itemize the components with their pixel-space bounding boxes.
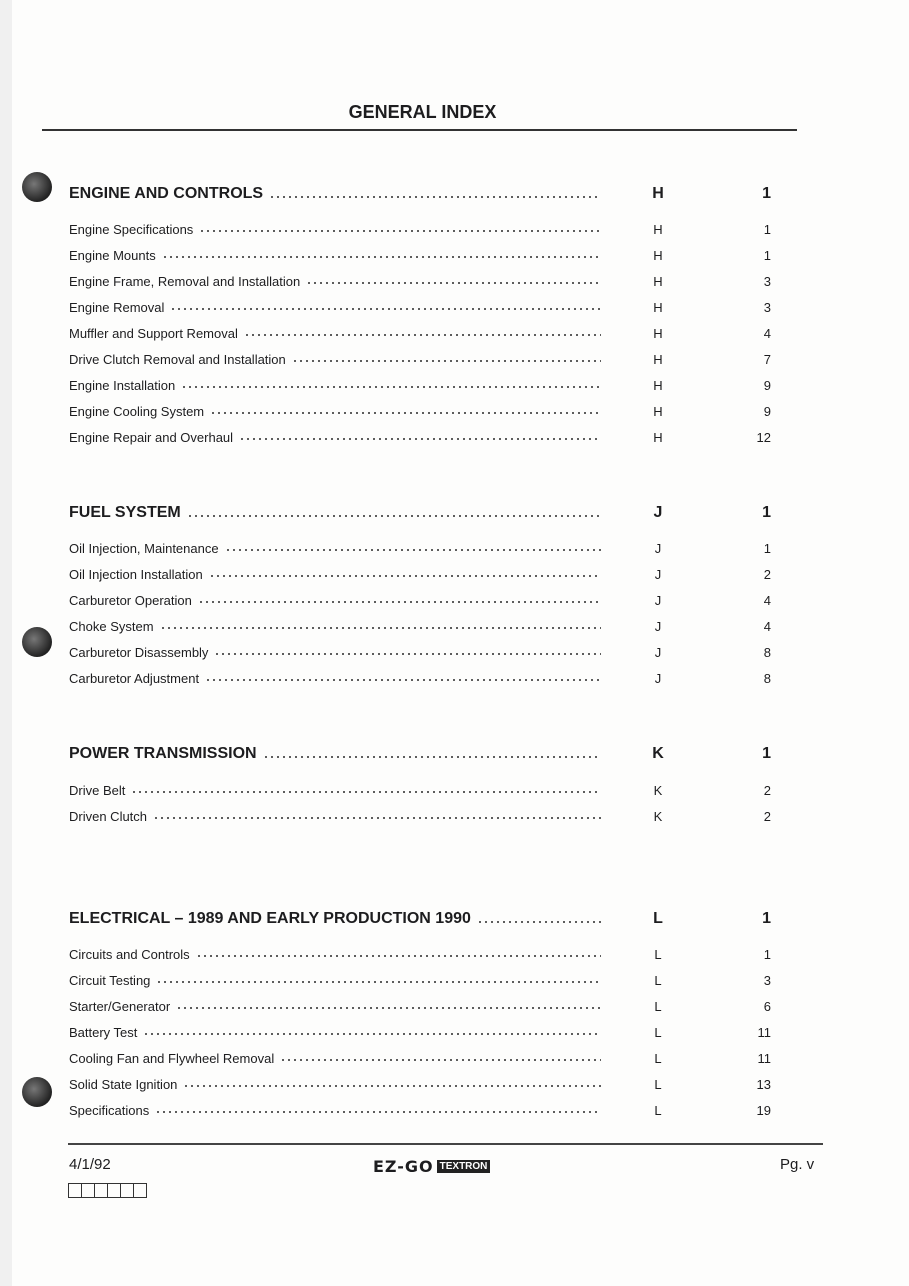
entry-title: ELECTRICAL – 1989 AND EARLY PRODUCTION 1990 bbox=[69, 910, 471, 927]
entry-section-letter: H bbox=[652, 185, 664, 202]
entry-section-letter: H bbox=[653, 429, 663, 445]
entry-title: Solid State Ignition bbox=[69, 1076, 178, 1092]
index-entry bbox=[69, 1048, 789, 1068]
dot-leader bbox=[155, 1110, 601, 1114]
entry-page-number: 7 bbox=[763, 351, 771, 367]
entry-page-number: 2 bbox=[763, 566, 771, 582]
dot-leader bbox=[153, 816, 601, 820]
entry-section-letter: J bbox=[654, 644, 662, 660]
entry-section-letter: H bbox=[653, 299, 663, 315]
index-entry bbox=[69, 427, 789, 447]
entry-title: Driven Clutch bbox=[69, 808, 148, 824]
dot-leader bbox=[292, 359, 601, 363]
entry-title: Battery Test bbox=[69, 1024, 138, 1040]
entry-page-number: 12 bbox=[756, 429, 771, 445]
entry-page-number: 8 bbox=[763, 644, 771, 660]
dot-leader bbox=[196, 954, 601, 958]
scan-edge bbox=[0, 0, 12, 1286]
entry-section-letter: L bbox=[653, 910, 663, 927]
entry-page-number: 1 bbox=[762, 504, 771, 521]
entry-title: POWER TRANSMISSION bbox=[69, 745, 257, 762]
dot-leader bbox=[280, 1058, 601, 1062]
entry-section-letter: H bbox=[653, 325, 663, 341]
dot-leader bbox=[199, 229, 601, 233]
entry-page-number: 4 bbox=[763, 618, 771, 634]
punch-hole bbox=[22, 1077, 52, 1107]
dot-leader bbox=[160, 626, 601, 630]
ezgo-textron-logo bbox=[373, 1157, 490, 1176]
entry-title: Drive Clutch Removal and Installation bbox=[69, 351, 286, 367]
entry-title: Circuit Testing bbox=[69, 972, 151, 988]
index-entry bbox=[69, 642, 789, 662]
index-entry bbox=[69, 401, 789, 421]
entry-section-letter: H bbox=[653, 221, 663, 237]
entry-title: Starter/Generator bbox=[69, 998, 171, 1014]
dot-leader bbox=[143, 1032, 601, 1036]
dot-leader bbox=[269, 195, 601, 199]
entry-title: Engine Specifications bbox=[69, 221, 194, 237]
entry-title: Engine Removal bbox=[69, 299, 165, 315]
entry-page-number: 19 bbox=[756, 1102, 771, 1118]
dot-leader bbox=[477, 920, 601, 924]
index-entry bbox=[69, 375, 789, 395]
dot-leader bbox=[239, 437, 601, 441]
entry-section-letter: K bbox=[653, 808, 663, 824]
entry-title: Circuits and Controls bbox=[69, 946, 190, 962]
dot-leader bbox=[214, 652, 601, 656]
section-heading-entry bbox=[69, 744, 789, 764]
entry-section-letter: L bbox=[654, 1102, 662, 1118]
entry-page-number: 1 bbox=[762, 910, 771, 927]
entry-section-letter: H bbox=[653, 403, 663, 419]
entry-section-letter: K bbox=[652, 745, 664, 762]
entry-section-letter: H bbox=[653, 273, 663, 289]
index-entry bbox=[69, 271, 789, 291]
dot-leader bbox=[131, 790, 601, 794]
index-entry bbox=[69, 616, 789, 636]
entry-page-number: 2 bbox=[763, 782, 771, 798]
entry-page-number: 1 bbox=[762, 185, 771, 202]
dot-leader bbox=[156, 980, 601, 984]
entry-title: Choke System bbox=[69, 618, 154, 634]
entry-title: Carburetor Operation bbox=[69, 592, 192, 608]
index-entry bbox=[69, 219, 789, 239]
index-entry bbox=[69, 245, 789, 265]
entry-section-letter: J bbox=[654, 592, 662, 608]
dot-leader bbox=[183, 1084, 601, 1088]
section-heading-entry bbox=[69, 184, 789, 204]
index-entry bbox=[69, 1022, 789, 1042]
dot-leader bbox=[210, 411, 601, 415]
entry-section-letter: J bbox=[654, 670, 662, 686]
entry-title: Drive Belt bbox=[69, 782, 126, 798]
index-entry bbox=[69, 944, 789, 964]
dot-leader bbox=[225, 548, 601, 552]
dot-leader bbox=[170, 307, 601, 311]
logo-parent: TEXTRON bbox=[437, 1160, 491, 1173]
entry-title: Oil Injection, Maintenance bbox=[69, 540, 219, 556]
entry-page-number: 11 bbox=[757, 1024, 771, 1040]
entry-page-number: 1 bbox=[763, 247, 771, 263]
entry-page-number: 9 bbox=[763, 377, 771, 393]
footer-rule bbox=[68, 1143, 823, 1145]
entry-title: Carburetor Adjustment bbox=[69, 670, 200, 686]
index-entry bbox=[69, 349, 789, 369]
entry-title: Engine Frame, Removal and Installation bbox=[69, 273, 301, 289]
entry-page-number: 6 bbox=[763, 998, 771, 1014]
index-entry bbox=[69, 1100, 789, 1120]
entry-title: Engine Cooling System bbox=[69, 403, 205, 419]
dot-leader bbox=[306, 281, 601, 285]
entry-section-letter: H bbox=[653, 377, 663, 393]
dot-leader bbox=[198, 600, 601, 604]
index-entry bbox=[69, 590, 789, 610]
entry-page-number: 9 bbox=[763, 403, 771, 419]
entry-page-number: 1 bbox=[763, 221, 771, 237]
footer-page-number: Pg. v bbox=[780, 1156, 815, 1173]
dot-leader bbox=[187, 514, 601, 518]
entry-page-number: 3 bbox=[763, 972, 771, 988]
dot-leader bbox=[205, 678, 601, 682]
index-entry bbox=[69, 297, 789, 317]
entry-title: Oil Injection Installation bbox=[69, 566, 203, 582]
dot-leader bbox=[263, 755, 601, 759]
dot-leader bbox=[244, 333, 601, 337]
entry-section-letter: L bbox=[654, 998, 662, 1014]
entry-page-number: 4 bbox=[763, 592, 771, 608]
logo-brand: EZ-GO bbox=[373, 1157, 434, 1176]
index-entry bbox=[69, 996, 789, 1016]
index-entry bbox=[69, 806, 789, 826]
entry-title: Specifications bbox=[69, 1102, 150, 1118]
entry-title: Engine Mounts bbox=[69, 247, 156, 263]
entry-title: Engine Installation bbox=[69, 377, 176, 393]
entry-section-letter: K bbox=[653, 782, 663, 798]
entry-section-letter: H bbox=[653, 247, 663, 263]
entry-page-number: 8 bbox=[763, 670, 771, 686]
punch-hole bbox=[22, 172, 52, 202]
entry-page-number: 4 bbox=[763, 325, 771, 341]
entry-title: FUEL SYSTEM bbox=[69, 504, 181, 521]
index-entry bbox=[69, 1074, 789, 1094]
entry-page-number: 11 bbox=[757, 1050, 771, 1066]
section-heading-entry bbox=[69, 909, 789, 929]
dot-leader bbox=[209, 574, 601, 578]
header-rule bbox=[42, 129, 797, 131]
dot-leader bbox=[181, 385, 601, 389]
page-title: GENERAL INDEX bbox=[348, 102, 497, 122]
section-heading-entry bbox=[69, 503, 789, 523]
entry-page-number: 1 bbox=[762, 745, 771, 762]
entry-section-letter: J bbox=[654, 618, 662, 634]
entry-page-number: 1 bbox=[763, 946, 771, 962]
entry-page-number: 3 bbox=[763, 299, 771, 315]
entry-title: ENGINE AND CONTROLS bbox=[69, 185, 264, 202]
entry-section-letter: J bbox=[654, 540, 662, 556]
entry-section-letter: J bbox=[653, 504, 663, 521]
index-entry bbox=[69, 323, 789, 343]
index-entry bbox=[69, 780, 789, 800]
entry-page-number: 3 bbox=[763, 273, 771, 289]
entry-title: Cooling Fan and Flywheel Removal bbox=[69, 1050, 275, 1066]
punch-hole bbox=[22, 627, 52, 657]
entry-section-letter: J bbox=[654, 566, 662, 582]
entry-section-letter: L bbox=[654, 1024, 662, 1040]
index-entry bbox=[69, 564, 789, 584]
entry-page-number: 13 bbox=[756, 1076, 771, 1092]
entry-section-letter: H bbox=[653, 351, 663, 367]
revision-boxes bbox=[69, 1183, 147, 1198]
entry-page-number: 1 bbox=[763, 540, 771, 556]
index-entry bbox=[69, 538, 789, 558]
index-entry bbox=[69, 970, 789, 990]
entry-page-number: 2 bbox=[763, 808, 771, 824]
entry-section-letter: L bbox=[654, 972, 662, 988]
entry-title: Muffler and Support Removal bbox=[69, 325, 238, 341]
dot-leader bbox=[162, 255, 601, 259]
entry-section-letter: L bbox=[654, 1050, 662, 1066]
dot-leader bbox=[176, 1006, 601, 1010]
entry-section-letter: L bbox=[654, 946, 662, 962]
entry-title: Engine Repair and Overhaul bbox=[69, 429, 234, 445]
entry-title: Carburetor Disassembly bbox=[69, 644, 209, 660]
footer-date: 4/1/92 bbox=[69, 1156, 111, 1173]
entry-section-letter: L bbox=[654, 1076, 662, 1092]
index-entry bbox=[69, 668, 789, 688]
